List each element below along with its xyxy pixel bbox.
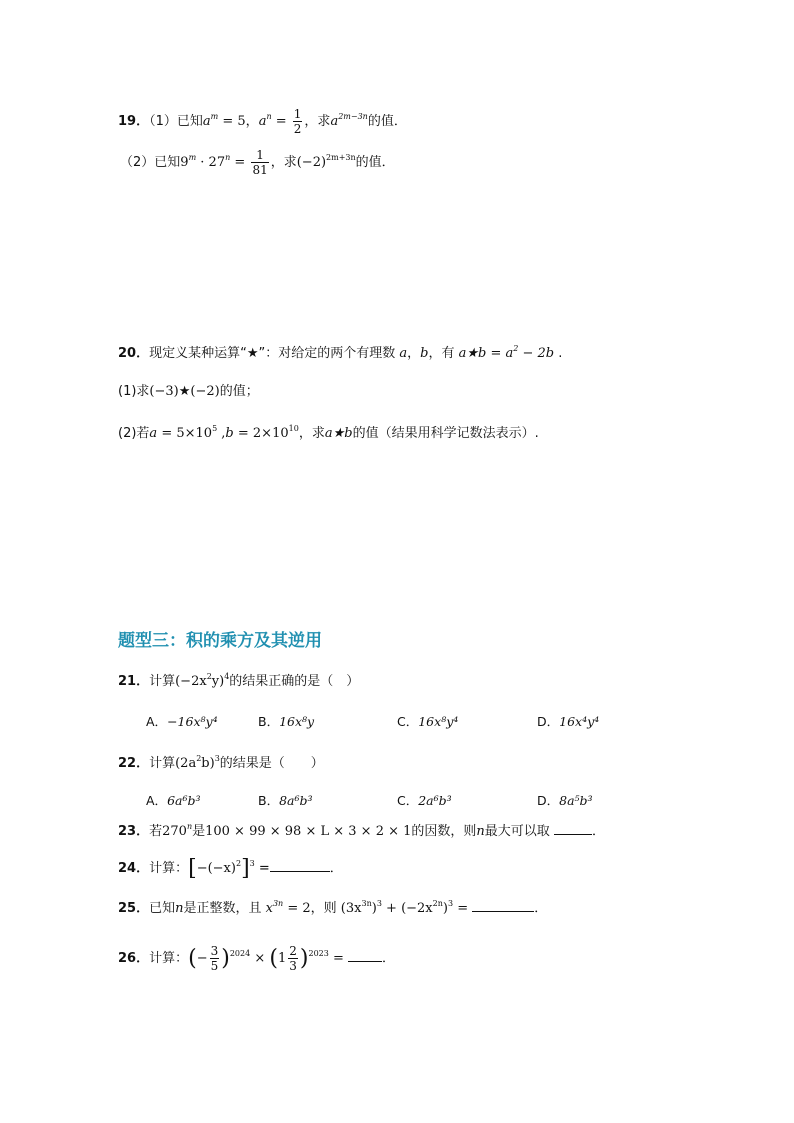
q20-part2-values: a bbox=[149, 426, 158, 441]
q22-option-b[interactable]: B．8a⁶b³ bbox=[258, 793, 313, 808]
q23-base: 270$^n$ bbox=[162, 822, 193, 839]
q25-answer-blank[interactable] bbox=[472, 899, 534, 912]
q19-fraction-half: $\frac{1}{2}$ bbox=[293, 107, 302, 136]
q23-stem: 23．若270$^n$是100 × 99 × 98 × L × 3 × 2 × 1的因数，则n最大可以取 ． bbox=[118, 822, 605, 839]
q20-part1: (1)求(−3)★(−2)的值； bbox=[118, 384, 259, 399]
q20-number: 20． bbox=[118, 346, 150, 361]
q22-number: 22． bbox=[118, 756, 150, 771]
q19-expr-9m27n: $9^m \cdot 27^n$ = bbox=[180, 153, 250, 170]
q23-number: 23． bbox=[118, 824, 150, 839]
q25-condition: $x^{3n}$ bbox=[261, 899, 284, 916]
q19-number: 19． bbox=[118, 114, 150, 129]
q21-number: 21． bbox=[118, 674, 150, 689]
q19-part1: 19．（1）已知$a^m = 5$，$a^n$ = $\frac{1}{2}$ ，求$a^{2m-3n}$的值． bbox=[118, 107, 407, 136]
q22-stem: 22．计算$(2a^2b)^3$的结果是（ ） bbox=[118, 754, 324, 771]
q24-stem: 24．计算：$[-(-x)^2]^3$ = ． bbox=[118, 856, 343, 881]
q19-target-expr2: $(-2)^{2m+3n}$ bbox=[296, 153, 356, 170]
q21-expr: $(-2x^2y)^4$ bbox=[175, 672, 230, 689]
q22-option-c[interactable]: C．2a⁶b³ bbox=[397, 793, 452, 808]
q23-product: 100 × 99 × 98 × L × 3 × 2 × 1 bbox=[205, 824, 412, 839]
q22-option-a[interactable]: A．6a⁶b³ bbox=[146, 793, 201, 808]
q19-part1-label: （1）已知 bbox=[149, 114, 203, 129]
q26-stem: 26．计算：(− $\frac{3}{5}$ )$^{2024}$ × (1 $\frac{2}{3}$ )$^{2023}$ = ． bbox=[118, 944, 396, 973]
q21-option-b[interactable]: B．16x⁸y bbox=[258, 714, 315, 729]
q19-fraction-81: $\frac{1}{81}$ bbox=[252, 148, 268, 177]
q20-definition: a★b = $a^2 - 2b$ bbox=[454, 344, 555, 361]
q25-stem: 25．已知n是正整数，且 $x^{3n} = 2$，则 $(3x^{3n})^3 + (-2x^{2n})^3$ = ． bbox=[118, 899, 548, 916]
q19-part2-label: （2）已知 bbox=[120, 155, 181, 170]
q24-number: 24． bbox=[118, 861, 150, 876]
q19-expr-am: $a^m$ bbox=[202, 112, 219, 129]
q21-option-a[interactable]: A．−16x⁸y⁴ bbox=[146, 714, 218, 729]
q19-target-expr: $a^{2m-3n}$ bbox=[330, 112, 368, 129]
q19-expr-an: $a^n$ bbox=[258, 112, 272, 129]
q26-expr: (− $\frac{3}{5}$ )$^{2024}$ × (1 $\frac{2}{3}$ )$^{2023}$ = bbox=[188, 944, 349, 973]
q19-part2: （2）已知$9^m \cdot 27^n$ = $\frac{1}{81}$ ，求$(-2)^{2m+3n}$的值． bbox=[120, 148, 395, 177]
q20-part2: (2)若$a = 5\times 10^5$ $,b = 2\times 10^{10}$，求a★b的值（结果用科学记数法表示）. bbox=[118, 424, 539, 441]
q25-number: 25． bbox=[118, 901, 150, 916]
q26-answer-blank[interactable] bbox=[348, 949, 382, 962]
section-title: 题型三：积的乘方及其逆用 bbox=[118, 631, 322, 651]
q21-option-d[interactable]: D．16x⁴y⁴ bbox=[537, 714, 600, 729]
q23-answer-blank[interactable] bbox=[554, 822, 592, 835]
q20-intro: 20．现定义某种运算“★”：对给定的两个有理数 a，b，有 a★b = $a^2 - 2b$ . bbox=[118, 344, 563, 361]
q25-expr: $(3x^{3n})^3 + (-2x^{2n})^3$ = bbox=[336, 899, 473, 916]
q21-option-c[interactable]: C．16x⁸y⁴ bbox=[397, 714, 459, 729]
q21-stem: 21．计算$(-2x^2y)^4$的结果正确的是（ ） bbox=[118, 672, 360, 689]
q20-part1-expr: (−3)★(−2) bbox=[149, 384, 220, 399]
q22-expr: $(2a^2b)^3$ bbox=[175, 754, 220, 771]
q24-expr: $[-(-x)^2]^3$ bbox=[188, 856, 255, 881]
q26-number: 26． bbox=[118, 951, 150, 966]
q22-option-d[interactable]: D．8a⁵b³ bbox=[537, 793, 593, 808]
q24-answer-blank[interactable] bbox=[270, 859, 330, 872]
